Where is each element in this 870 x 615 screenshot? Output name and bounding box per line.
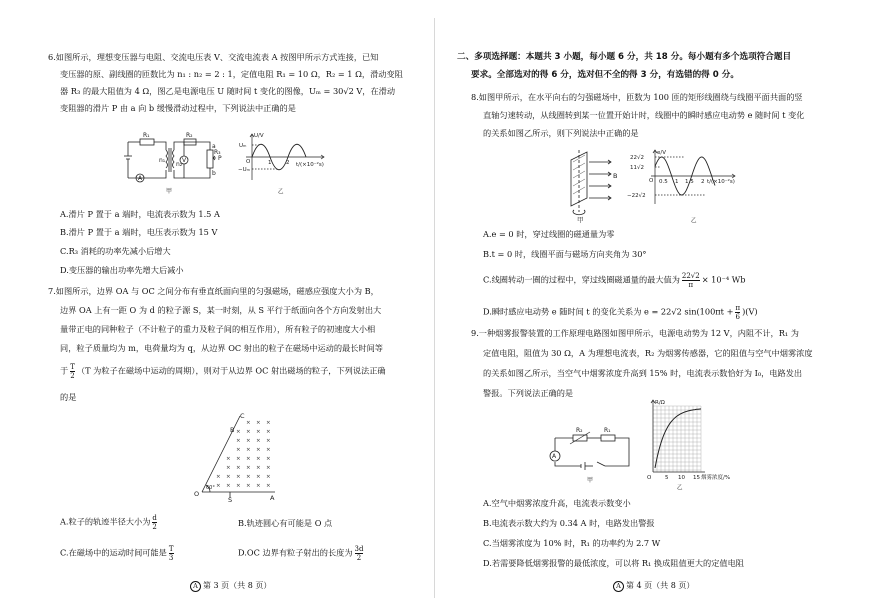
q9-fig-jia: 甲 — [587, 477, 594, 484]
q8-option-d: D.瞬时感应电动势 e 随时间 t 的变化关系为 e = 22√2 sin(100πt + $\frac{\pi}{6}$ )(V) — [483, 304, 758, 321]
q6-voltage-graph — [238, 128, 333, 198]
q6-option-b: B.滑片 P 置于 a 端时，电压表示数为 15 V — [60, 227, 218, 237]
field-cross-icon: × — [266, 465, 271, 471]
q7-option-d-fraction: $\frac{3d}{2}$ — [354, 545, 364, 562]
q7-option-c-fraction: $\frac{T}{3}$ — [168, 545, 174, 562]
q6-graph-axis-u: U/V — [254, 133, 264, 139]
q7-label-angle: 60° — [206, 485, 215, 491]
q8-graph-origin: O — [649, 178, 654, 184]
q6-label-n2: n₂ — [176, 161, 183, 168]
q7-line5-post: （T 为粒子在磁场中运动的周期），则对于从边界 OC 射出磁场的粒子，下列说法正确 — [76, 365, 386, 376]
q6-label-a-end: a — [212, 143, 216, 150]
q6-graph-axis-t: t/(×10⁻²s) — [296, 162, 324, 168]
q6-fig-jia: 甲 — [166, 188, 173, 195]
section-heading-line1: 二、多项选择题：本题共 3 小题，每小题 6 分，共 18 分。每小题有多个选项符合题目 — [457, 52, 792, 62]
q8-emf-graph — [625, 146, 745, 224]
page-4-number: 第 4 页（共 8 页） — [626, 581, 695, 590]
q9-graph-origin: O — [647, 475, 652, 481]
q8-line1: 8.如图甲所示，在水平向右的匀强磁场中，匝数为 100 匝的矩形线圈绕与线圈平面共面的竖 — [471, 92, 803, 102]
field-cross-icon: × — [226, 465, 231, 471]
page-3-number: 第 3 页（共 8 页） — [203, 581, 272, 590]
q9-line2: 定值电阻，阻值为 30 Ω，A 为理想电流表，R₂ 为烟雾传感器，它的阻值与空气中烟雾浓度 — [483, 348, 813, 358]
q8-label-b: B — [613, 172, 618, 180]
field-cross-icon: × — [226, 456, 231, 462]
q8-graph-axis-e: e/V — [657, 150, 666, 156]
section-heading-line2: 要求。全部选对的得 6 分，选对但不全的得 3 分，有选错的得 0 分。 — [471, 70, 739, 80]
q6-graph-tick-2: 2 — [286, 160, 290, 166]
field-cross-icon: × — [266, 474, 271, 480]
q6-graph-tick-1: 1 — [268, 160, 272, 166]
field-cross-icon: × — [266, 429, 271, 435]
q9-graph-tick-10: 10 — [678, 475, 685, 481]
field-cross-icon: × — [266, 420, 271, 426]
field-cross-icon: × — [256, 456, 261, 462]
q7-fraction-t-over-2: $\frac{T}{2}$ — [70, 363, 75, 380]
q9-graph-tick-5: 5 — [665, 475, 669, 481]
q7-option-a-fraction: $\frac{d}{2}$ — [152, 514, 157, 531]
field-cross-icon: × — [266, 456, 271, 462]
q8-option-b: B.t = 0 时，线圈平面与磁场方向夹角为 30° — [483, 249, 647, 259]
field-cross-icon: × — [236, 447, 241, 453]
field-cross-icon: × — [236, 474, 241, 480]
q9-label-r1: R₁ — [604, 427, 611, 434]
q8-fig-jia: 甲 — [577, 216, 584, 224]
q9-fig-yi: 乙 — [677, 485, 683, 491]
field-cross-icon: × — [236, 465, 241, 471]
field-cross-icon: × — [266, 438, 271, 444]
field-cross-icon: × — [246, 438, 251, 444]
q9-option-d: D.若需要降低烟雾报警的最低浓度，可以将 R₁ 换成阻值更大的定值电阻 — [483, 558, 744, 568]
q6-circuit-figure — [118, 128, 233, 198]
field-cross-icon: × — [256, 483, 261, 489]
q8-graph-x3: 1.5 — [685, 179, 694, 185]
q9-circuit-figure — [545, 420, 637, 486]
field-cross-icon: × — [266, 483, 271, 489]
q9-label-r2: R₂ — [576, 427, 583, 434]
q8-graph-y1: 22√2 — [630, 155, 645, 161]
q9-option-b: B.电流表示数大约为 0.34 A 时，电路发出警报 — [483, 518, 655, 528]
q7-line6: 的是 — [60, 392, 77, 402]
field-cross-icon: × — [246, 456, 251, 462]
q8-option-a: A.e = 0 时，穿过线圈的磁通量为零 — [483, 229, 615, 239]
q6-label-a: A — [138, 175, 143, 182]
q8-option-d-fraction: $\frac{\pi}{6}$ — [735, 304, 741, 321]
q8-graph-y2: 11√2 — [630, 165, 645, 171]
q9-label-a: A — [552, 453, 557, 460]
q9-option-a: A.空气中烟雾浓度升高，电流表示数变小 — [483, 498, 631, 508]
field-cross-icon: × — [256, 438, 261, 444]
field-cross-icon: × — [246, 483, 251, 489]
q7-line5-pre: 于 — [60, 365, 69, 376]
q8-graph-x4: 2 — [701, 179, 705, 185]
version-mark-icon: A — [190, 581, 201, 592]
q6-line2: 变压器的原、副线圈的匝数比为 n₁ : n₂ = 2 : 1，定值电阻 R₁ = 10 Ω，R₂ = 1 Ω，滑动变阻 — [60, 69, 403, 79]
page-3-footer — [190, 580, 271, 592]
field-cross-icon: × — [256, 429, 261, 435]
q6-label-v: V — [182, 157, 187, 164]
q8-line3: 的关系如图乙所示，则下列说法中正确的是 — [483, 128, 639, 138]
q6-fig-yi: 乙 — [278, 189, 284, 195]
q7-line1: 7.如图所示，边界 OA 与 OC 之间分布有垂直纸面向里的匀强磁场，磁感应强度大小为 B， — [48, 286, 379, 296]
field-cross-icon: × — [256, 420, 261, 426]
q7-label-o: O — [194, 490, 200, 498]
q6-graph-um: Uₘ — [239, 143, 247, 149]
q6-label-p: P — [218, 155, 222, 162]
q7-option-a: A.粒子的轨迹半径大小为 $\frac{d}{2}$ — [60, 514, 157, 531]
field-cross-icon: × — [236, 429, 241, 435]
q6-line1: 6.如图所示，理想变压器与电阻、交流电压表 V、交流电流表 A 按图甲所示方式连接，已知 — [48, 52, 379, 62]
field-cross-icon: × — [236, 456, 241, 462]
field-cross-icon: × — [246, 474, 251, 480]
q8-graph-x1: 0.5 — [659, 179, 668, 185]
field-cross-icon: × — [226, 474, 231, 480]
field-cross-icon: × — [256, 447, 261, 453]
q8-fig-yi: 乙 — [691, 218, 697, 224]
q8-option-c-fraction: $\frac{22√2}{\pi}$ — [681, 272, 700, 289]
q7-option-d: D.OC 边界有粒子射出的长度为 $\frac{3d}{2}$ — [238, 545, 364, 562]
q9-graph-axis-x: 烟雾浓度/% — [701, 475, 731, 481]
q6-label-r2: R₂ — [186, 132, 193, 139]
q7-line2: 边界 OA 上有一距 O 为 d 的粒子源 S，某一时刻，从 S 平行于纸面向各个方向发射出大 — [60, 305, 382, 315]
field-cross-icon: × — [236, 483, 241, 489]
q6-graph-neg-um: −Uₘ — [238, 167, 251, 173]
field-cross-icon: × — [256, 474, 261, 480]
field-cross-icon: × — [256, 465, 261, 471]
q6-option-d: D.变压器的输出功率先增大后减小 — [60, 265, 184, 275]
field-cross-icon: × — [216, 483, 221, 489]
q9-graph-tick-15: 15 — [693, 475, 700, 481]
q9-graph-axis-r: R/Ω — [655, 400, 665, 406]
q7-label-c: C — [240, 412, 245, 420]
q7-label-a: A — [270, 494, 275, 502]
page-4 — [435, 0, 870, 615]
q6-label-r1: R₁ — [143, 132, 150, 139]
q8-graph-axis-t: t/(×10⁻²s) — [707, 179, 735, 185]
q7-label-b: B — [230, 426, 235, 434]
q8-graph-y3: −22√2 — [627, 193, 646, 199]
field-cross-icon: × — [246, 447, 251, 453]
q8-coil-figure — [563, 146, 621, 224]
q9-line4: 警报。下列说法正确的是 — [483, 388, 574, 398]
q8-option-c: C.线圈转动一圈的过程中，穿过线圈磁通量的最大值为 $\frac{22√2}{\pi}$ × 10⁻⁴ Wb — [483, 272, 746, 289]
field-cross-icon: × — [216, 474, 221, 480]
field-cross-icon: × — [246, 429, 251, 435]
q9-resistance-graph — [643, 396, 733, 492]
q9-line3: 的关系如图乙所示，当空气中烟雾浓度升高到 15% 时，电流表示数恰好为 I₀，电路发出 — [483, 368, 803, 378]
q6-label-n1: n₁ — [159, 157, 166, 164]
q6-label-r3: R₃ — [214, 149, 221, 156]
q7-field-figure — [190, 410, 280, 502]
field-cross-icon: × — [246, 420, 251, 426]
q6-option-a: A.滑片 P 置于 a 端时，电流表示数为 1.5 A — [60, 209, 220, 219]
page-4-footer — [613, 580, 694, 592]
q7-line4: 同，粒子质量均为 m，电荷量均为 q，从边界 OC 射出的粒子在磁场中运动的最长时间等 — [60, 343, 383, 353]
q6-option-c: C.R₃ 消耗的功率先减小后增大 — [60, 246, 171, 256]
q9-option-c: C.当烟雾浓度为 10% 时，R₁ 的功率约为 2.7 W — [483, 538, 661, 548]
q7-option-b: B.轨迹圆心有可能是 O 点 — [238, 518, 333, 528]
q6-graph-origin: O — [246, 159, 251, 165]
q7-label-s: S — [228, 496, 233, 502]
version-mark-icon: A — [613, 581, 624, 592]
q6-line3: 器 R₃ 的最大阻值为 4 Ω，图乙是电源电压 U 随时间 t 变化的图像，Uₘ = 30√2 V，在滑动 — [60, 86, 396, 96]
q6-line4: 变阻器的滑片 P 由 a 向 b 缓慢滑动过程中，下列说法中正确的是 — [60, 103, 296, 113]
q8-line2: 直轴匀速转动，从线圈转到某一位置开始计时，线圈中的瞬时感应电动势 e 随时间 t 变化 — [483, 110, 805, 120]
q8-graph-x2: 1 — [675, 179, 679, 185]
q7-line5 — [60, 363, 386, 380]
field-cross-icon: × — [236, 438, 241, 444]
field-cross-icon: × — [226, 483, 231, 489]
q7-option-c: C.在磁场中的运动时间可能是 $\frac{T}{3}$ — [60, 545, 174, 562]
q9-line1: 9.一种烟雾报警装置的工作原理电路图如图甲所示，电源电动势为 12 V，内阻不计，R₁ 为 — [471, 328, 799, 338]
field-cross-icon: × — [266, 447, 271, 453]
q7-line3: 量带正电的同种粒子（不计粒子的重力及粒子间的相互作用），所有粒子的初速度大小相 — [60, 324, 376, 334]
field-cross-icon: × — [246, 465, 251, 471]
q6-label-b-end: b — [212, 170, 216, 177]
